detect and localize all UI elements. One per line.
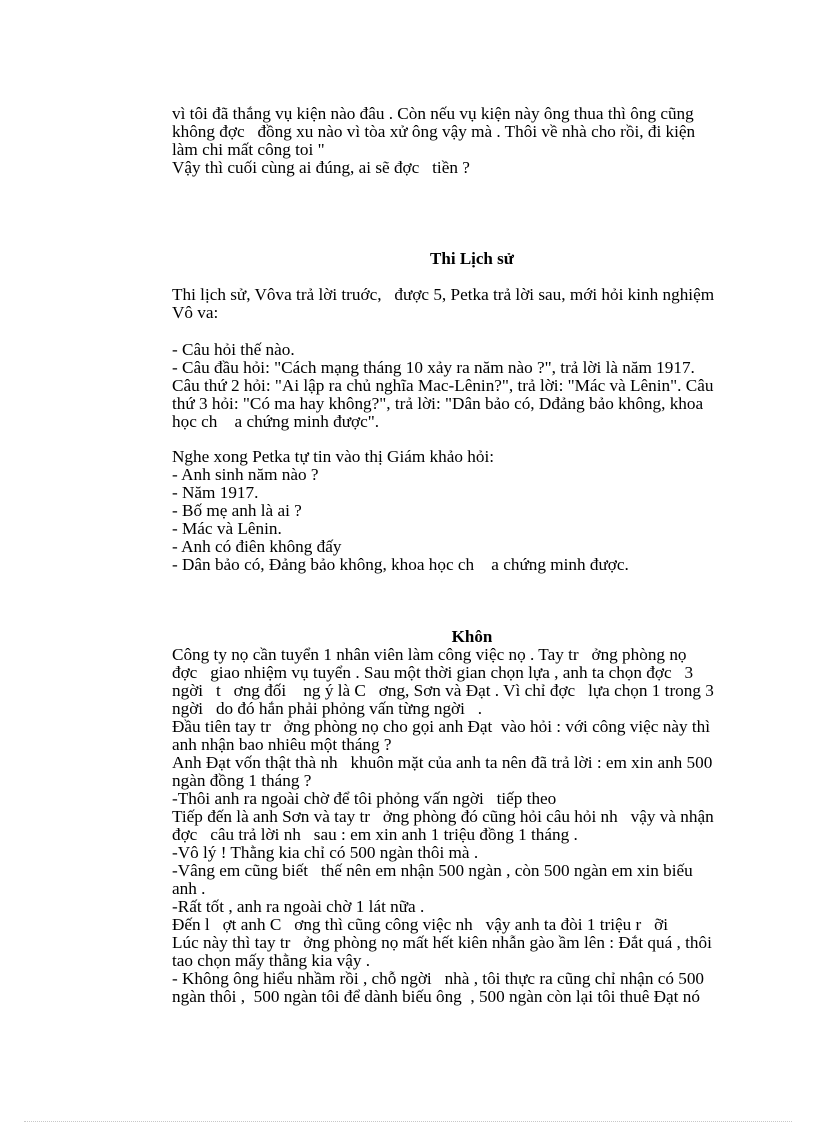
text-line: Lúc này thì tay tr ởng phòng nọ mất hết kiên nhẫn gào ầm lên : Đắt quá , thôi	[172, 933, 712, 952]
text-line: -Rất tốt , anh ra ngoài chờ 1 lát nữa .	[172, 897, 425, 916]
text-line: -Thôi anh ra ngoài chờ để tôi phỏng vấn ngời tiếp theo	[172, 789, 557, 808]
text-line: - Năm 1917.	[172, 483, 259, 502]
text-line: anh .	[172, 879, 206, 898]
intro-paragraph	[172, 105, 772, 177]
text-line: tao chọn mấy thằng kia vậy .	[172, 951, 371, 970]
text-line: thứ 3 hỏi: "Có ma hay không?", trả lời: "Dân bảo có, Dđảng bảo không, khoa	[172, 394, 704, 413]
text-line: làm chi mất công toi "	[172, 140, 325, 159]
text-line: - Bố mẹ anh là ai ?	[172, 501, 302, 520]
text-line: - Anh sinh năm nào ?	[172, 465, 319, 484]
history-paragraph-2	[172, 341, 772, 431]
text-line: - Câu hỏi thế nào.	[172, 340, 295, 359]
text-line: Công ty nọ cần tuyển 1 nhân viên làm công việc nọ . Tay tr ởng phòng nọ	[172, 645, 687, 664]
text-line: Đến l ợt anh C ơng thì cũng công việc nh vậy anh ta đòi 1 triệu r ỡi	[172, 915, 669, 934]
text-line: - Dân bảo có, Đảng bảo không, khoa học ch a chứng minh được.	[172, 555, 629, 574]
khon-story	[172, 646, 772, 1006]
text-line: anh nhận bao nhiêu một tháng ?	[172, 735, 392, 754]
text-line: Vậy thì cuối cùng ai đúng, ai sẽ đợc tiền ?	[172, 158, 470, 177]
text-line: - Câu đầu hỏi: "Cách mạng tháng 10 xảy ra năm nào ?", trả lời là năm 1917.	[172, 358, 695, 377]
text-line: ngàn thôi , 500 ngàn tôi để dành biếu ông , 500 ngàn còn lại tôi thuê Đạt nó	[172, 987, 700, 1006]
history-paragraph-1	[172, 286, 772, 322]
section-title-history: Thi Lịch sử	[430, 249, 514, 268]
text-line: Nghe xong Petka tự tin vào thị Giám khảo hỏi:	[172, 447, 494, 466]
text-line: đợc câu trả lời nh sau : em xin anh 1 triệu đồng 1 tháng .	[172, 825, 578, 844]
history-paragraph-3	[172, 448, 772, 574]
text-line: vì tôi đã thắng vụ kiện nào đâu . Còn nếu vụ kiện này ông thua thì ông cũng	[172, 104, 694, 123]
text-line: - Anh có điên không đấy	[172, 537, 342, 556]
text-line: -Vâng em cũng biết thế nên em nhận 500 ngàn , còn 500 ngàn em xin biếu	[172, 861, 693, 880]
text-line: -Vô lý ! Thằng kia chỉ có 500 ngàn thôi mà .	[172, 843, 479, 862]
text-line: - Mác và Lênin.	[172, 519, 282, 538]
text-line: Thi lịch sử, Vôva trả lời truớc, được 5, Petka trả lời sau, mới hỏi kinh nghiệm	[172, 285, 715, 304]
text-line: Tiếp đến là anh Sơn và tay tr ởng phòng đó cũng hỏi câu hỏi nh vậy và nhận	[172, 807, 714, 826]
text-line: - Không ông hiểu nhầm rồi , chỗ ngời nhà , tôi thực ra cũng chỉ nhận có 500	[172, 969, 705, 988]
text-line: học ch a chứng minh được".	[172, 412, 380, 431]
text-line: đợc giao nhiệm vụ tuyển . Sau một thời gian chọn lựa , anh ta chọn đợc 3	[172, 663, 694, 682]
text-line: ngàn đồng 1 tháng ?	[172, 771, 312, 790]
page-bottom-divider	[24, 1121, 792, 1122]
text-line: Anh Đạt vốn thật thà nh khuôn mặt của anh ta nên đã trả lời : em xin anh 500	[172, 753, 713, 772]
text-line: ngời do đó hắn phải phỏng vấn từng ngời .	[172, 699, 483, 718]
text-line: Câu thứ 2 hỏi: "Ai lập ra chủ nghĩa Mac-Lênin?", trả lời: "Mác và Lênin". Câu	[172, 376, 714, 395]
text-line: ngời t ơng đối ng ý là C ơng, Sơn và Đạt . Vì chỉ đợc lựa chọn 1 trong 3	[172, 681, 714, 700]
text-line: Vô va:	[172, 303, 219, 322]
section-title-khon: Khôn	[451, 627, 493, 646]
text-line: không đợc đồng xu nào vì tòa xử ông vậy mà . Thôi về nhà cho rồi, đi kiện	[172, 122, 696, 141]
text-line: Đầu tiên tay tr ởng phòng nọ cho gọi anh Đạt vào hỏi : với công việc này thì	[172, 717, 710, 736]
